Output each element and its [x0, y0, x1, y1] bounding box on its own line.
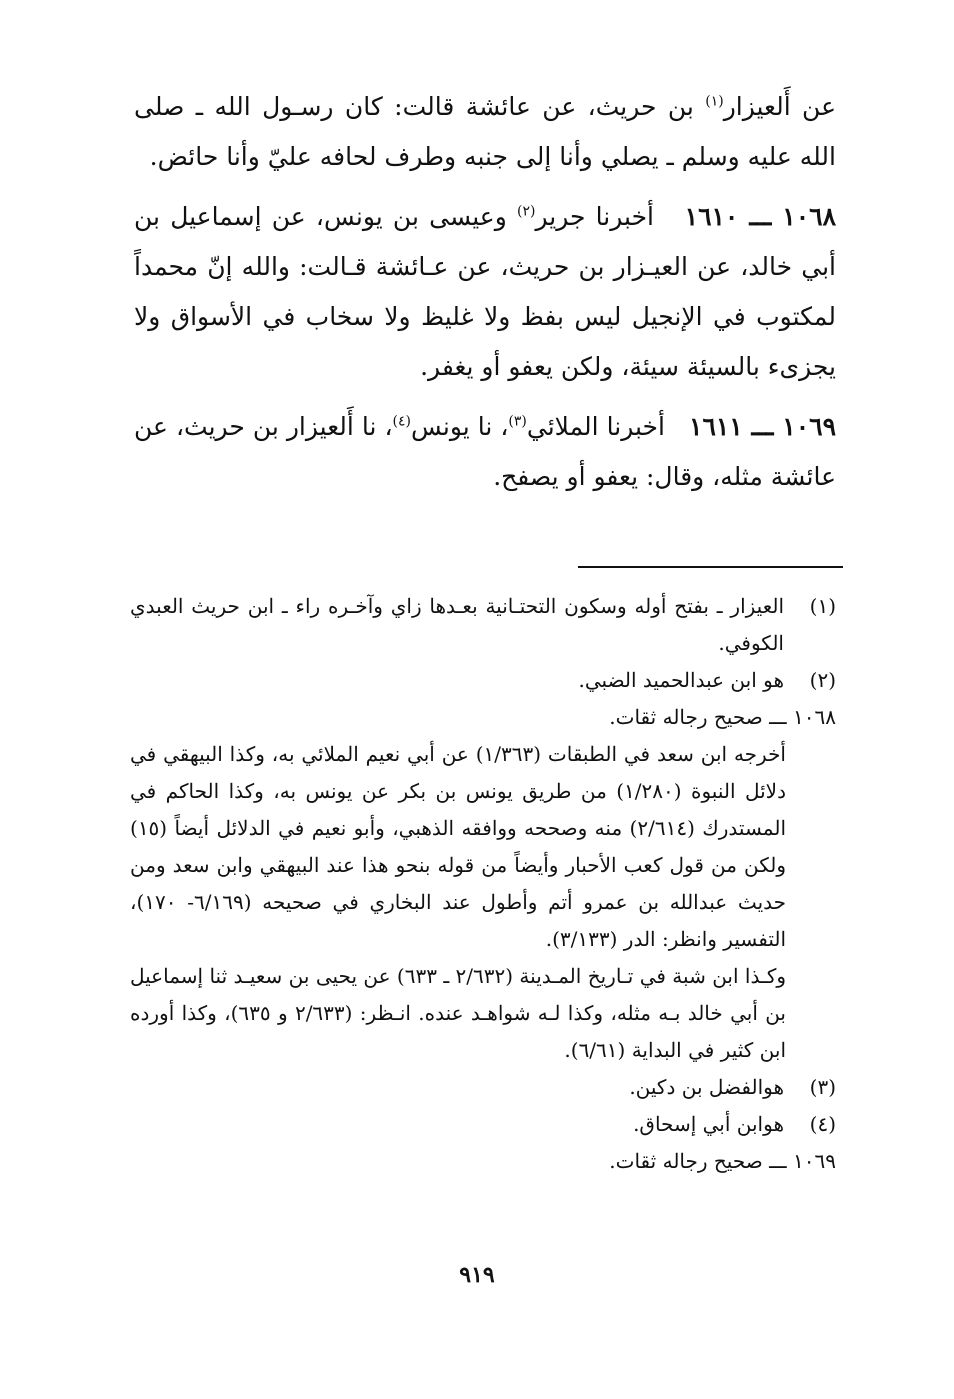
takhrij-1069-heading: ١٠٦٩ ـــ صحيح رجاله ثقات.	[609, 1149, 836, 1173]
footnote-1-text: العيزار ـ بفتح أوله وسكون التحتـانية بعـدها زاي وآخـره راء ـ ابن حريث العبدي الكوفي.	[130, 594, 784, 655]
footnote-4-text: هوابن أبي إسحاق.	[633, 1112, 784, 1136]
page-number: ٩١٩	[459, 1262, 495, 1288]
hadith-1069-text-a: أخبرنا الملائي	[526, 412, 665, 441]
footnote-ref-2: (٢)	[517, 203, 536, 220]
hadith-1068-text-a: أخبرنا جرير	[535, 202, 654, 231]
footnote-2-text: هو ابن عبدالحميد الضبي.	[578, 668, 784, 692]
footnote-4-marker: (٤)	[809, 1112, 836, 1136]
footnote-divider	[578, 566, 843, 568]
footnote-ref-1: (١)	[705, 93, 724, 110]
p1-text-a: عن أَلعيزار	[723, 92, 837, 121]
hadith-1069	[134, 402, 836, 502]
footnote-2-marker: (٢)	[809, 668, 836, 692]
footnote-1-marker: (١)	[809, 594, 836, 618]
footnote-4	[130, 1106, 836, 1143]
hadith-number-1068: ١٠٦٨ ـــ ١٦١٠	[684, 202, 836, 231]
hadith-1069-text-b: ، نا يونس	[410, 412, 509, 441]
paragraph-1	[134, 82, 836, 182]
footnote-1	[130, 588, 836, 662]
takhrij-1068-heading: ١٠٦٨ ـــ صحيح رجاله ثقات.	[609, 705, 836, 729]
p1-text-b: بن حريث، عن عائشة قالت: كان رسـول الله ـ صلى الله عليه وسلم ـ يصلي وأنا إلى جنبه وطرف لحافه عليّ وأنا حائض.	[134, 92, 836, 171]
footnote-ref-4: (٤)	[392, 413, 411, 430]
footnote-3-marker: (٣)	[809, 1075, 836, 1099]
main-text	[134, 82, 836, 512]
takhrij-1068-para-2: وكـذا ابن شبة في تـاريخ المـدينة (٢/٦٣٢ ـ ٦٣٣) عن يحيى بن سعيـد ثنا إسماعيل بن أبي خالد بـه مثله، وكذا لـه شواهـد عنده. انـظر: (٢/٦٣٣ و ٦٣٥)، وكذا أورده ابن كثير في البداية (٦/٦١).	[130, 964, 786, 1062]
footnote-2	[130, 662, 836, 699]
footnote-3	[130, 1069, 836, 1106]
hadith-number-1069: ١٠٦٩ ـــ ١٦١١	[689, 412, 836, 441]
takhrij-1068-body	[130, 736, 836, 1069]
footnote-ref-3: (٣)	[508, 413, 527, 430]
hadith-1069-text-c: ، نا أَلعيزار بن حريث، عن عائشة مثله، وقال: يعفو أو يصفح.	[134, 412, 836, 491]
footnotes	[130, 588, 836, 1180]
hadith-1068-text-b: وعيسى بن يونس، عن إسماعيل بن أبي خالد، عن العيـزار بن حريث، عن عـائشة قـالت: والله إنّ محمداً لمكتوب في الإنجيل ليس بفظ ولا غليظ ولا سخاب في الأسواق ولا يجزىء بالسيئة سيئة، ولكن يعفو أو يغفر.	[134, 202, 836, 381]
hadith-1068	[134, 192, 836, 392]
takhrij-1068-para-1: أخرجه ابن سعد في الطبقات (١/٣٦٣) عن أبي نعيم الملائي به، وكذا البيهقي في دلائل النبوة (١/٢٨٠) من طريق يونس بن بكر عن يونس به، وكذا الحاكم في المستدرك (٢/٦١٤) منه وصححه ووافقه الذهبي، وأبو نعيم في الدلائل أيضاً (١٥) ولكن من قول كعب الأحبار وأيضاً من قوله بنحو هذا عند البيهقي وابن سعد ومن حديث عبدالله بن عمرو أتم وأطول عند البخاري في صحيحه (٦/١٦٩- ١٧٠)، التفسير وانظر: الدر (٣/١٣٣).	[130, 742, 787, 951]
footnote-3-text: هوالفضل بن دكين.	[629, 1075, 784, 1099]
